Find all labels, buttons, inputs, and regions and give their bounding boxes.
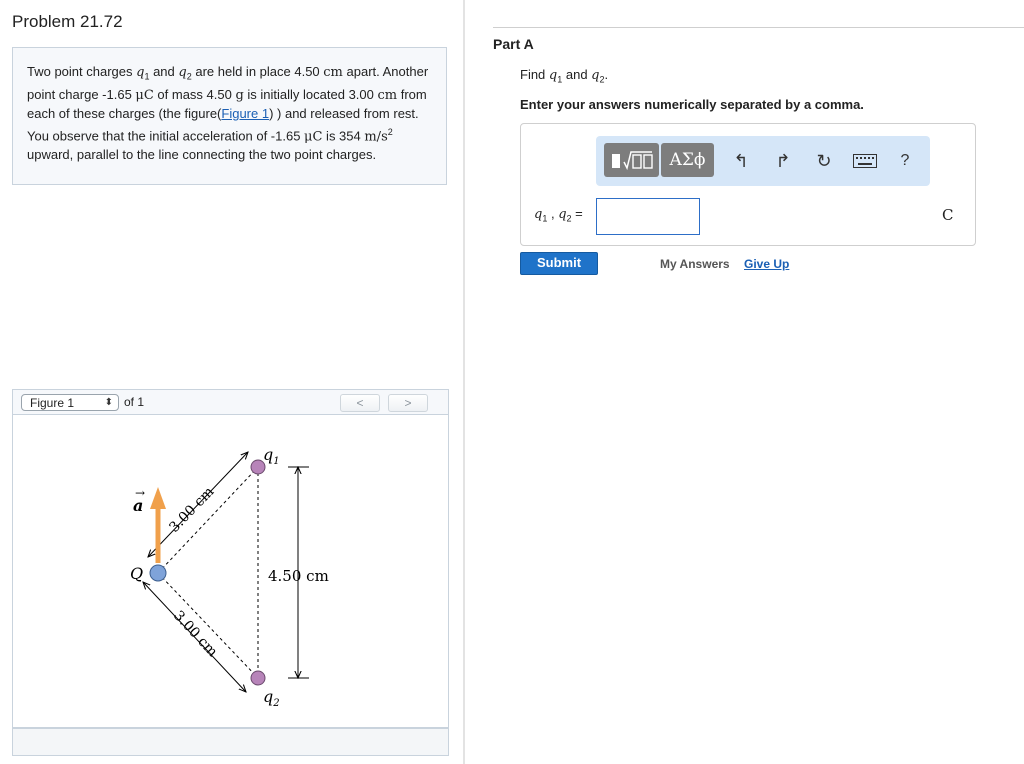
question-text: Find: [520, 67, 549, 82]
figure-footer: [12, 728, 449, 756]
unit-microcoulomb: μC: [135, 87, 154, 103]
figure-select-value: Figure 1: [30, 396, 75, 410]
charge-q2: [251, 671, 265, 685]
templates-button[interactable]: [604, 143, 659, 177]
problem-title: Problem 21.72: [12, 12, 123, 31]
left-pane: [0, 0, 463, 764]
figure-prev-button[interactable]: <: [340, 394, 380, 412]
label-acceleration: a: [133, 496, 144, 515]
symbol-q2: q: [591, 68, 600, 83]
my-answers-link[interactable]: My Answers: [660, 257, 730, 271]
unit-gram: g: [235, 87, 244, 103]
keyboard-icon[interactable]: [851, 150, 879, 172]
math-toolbar: [596, 136, 930, 186]
units-label: C: [942, 206, 954, 224]
answer-instruction: Enter your answers numerically separated by a comma.: [520, 97, 864, 112]
symbol-q1-sub: 1: [542, 213, 548, 224]
figure-count: of 1: [124, 395, 145, 409]
charge-Q: [150, 565, 166, 581]
label-q2: $q_2$: [263, 687, 280, 709]
part-title: Part A: [493, 36, 534, 52]
symbol-q1: q: [136, 65, 145, 80]
figure-link[interactable]: Figure 1: [221, 105, 270, 121]
answer-box: [520, 123, 976, 246]
statement-text: upward, parallel to the line connecting the two point charges.: [27, 146, 377, 162]
symbols-button[interactable]: ΑΣϕ: [661, 143, 714, 177]
label-separator: ,: [547, 206, 559, 221]
acceleration-arrow-head: [150, 487, 166, 509]
unit-cm: cm: [377, 87, 398, 103]
line-Q-q2: [158, 573, 258, 678]
label-distance-vertical: 4.50 cm: [268, 567, 329, 585]
templates-icon: [604, 143, 659, 177]
figure-diagram: [13, 415, 450, 728]
symbol-q1-sub: 1: [557, 74, 563, 85]
symbol-q1-sub: 1: [144, 71, 150, 82]
figure-toolbar: [12, 389, 449, 415]
part-question: [520, 67, 608, 85]
undo-icon[interactable]: ↰: [733, 151, 749, 171]
statement-text: of mass 4.50: [153, 86, 236, 102]
answer-label: [534, 206, 583, 224]
statement-text: from each of these charges (the figure(: [27, 86, 427, 121]
unit-cm: cm: [323, 65, 343, 80]
problem-statement: [27, 63, 437, 164]
symbol-q2-sub: 2: [566, 213, 572, 224]
statement-text: ) ) and released from rest. You observe that the initial acceleration of -1.65: [27, 105, 419, 143]
question-text: .: [604, 67, 609, 82]
figure-area: [12, 415, 449, 728]
symbol-q2: q: [558, 207, 567, 222]
statement-text: and: [149, 64, 179, 79]
unit-acceleration-exponent: 2: [387, 126, 393, 137]
symbol-q1: q: [548, 68, 558, 83]
pane-divider[interactable]: [463, 0, 465, 764]
question-text: and: [562, 67, 592, 82]
unit-microcoulomb: μC: [304, 128, 323, 144]
submit-button[interactable]: Submit: [520, 252, 598, 275]
statement-text: is 354: [322, 127, 365, 143]
part-separator: [493, 27, 1024, 28]
label-distance-bottom: 3.00 cm: [170, 607, 221, 661]
symbol-q1: q: [534, 207, 543, 222]
label-distance-top: 3.00 cm: [166, 483, 218, 536]
statement-text: are held in place 4.50: [191, 64, 324, 79]
updown-icon: ⬍: [104, 397, 113, 408]
vector-arrow-icon: →: [135, 486, 146, 500]
help-button[interactable]: ?: [900, 152, 910, 169]
unit-acceleration: m/s: [364, 128, 388, 144]
statement-text: Two point charges: [27, 64, 137, 79]
label-q1: $q_1$: [263, 445, 280, 467]
symbol-q2: q: [178, 65, 187, 80]
label-Q: Q: [130, 564, 144, 583]
answer-input[interactable]: [596, 198, 700, 235]
symbol-q2-sub: 2: [186, 71, 192, 82]
give-up-link[interactable]: Give Up: [744, 257, 790, 271]
statement-text: is initially located 3.00: [243, 86, 378, 102]
figure-select[interactable]: [21, 394, 119, 411]
redo-icon[interactable]: ↱: [775, 151, 791, 171]
problem-statement-box: [12, 47, 447, 185]
figure-next-button[interactable]: >: [388, 394, 428, 412]
reset-icon[interactable]: ↻: [816, 151, 832, 171]
label-equals: =: [571, 206, 583, 221]
statement-text: apart. Another point charge -1.65: [27, 64, 429, 102]
symbol-q2-sub: 2: [599, 74, 605, 85]
